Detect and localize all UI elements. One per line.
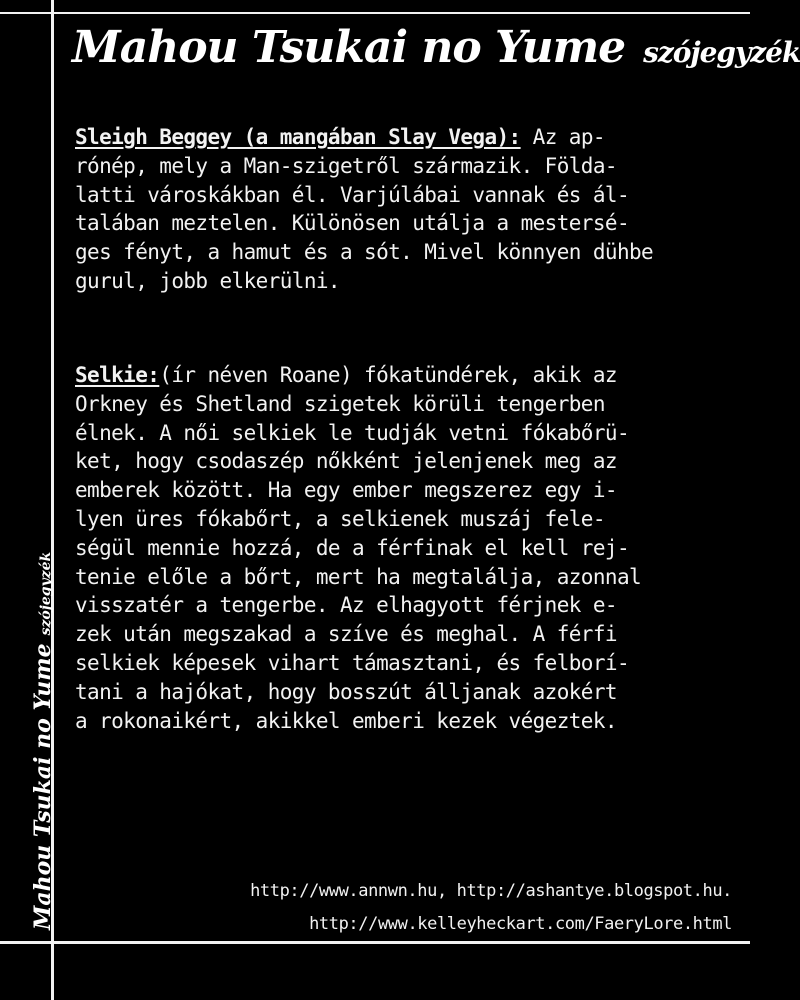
source-link-line[interactable]: http://www.kelleyheckart.com/FaeryLore.html (309, 914, 732, 934)
entry-term: Selkie: (75, 363, 160, 387)
entry-text-line: visszatér a tengerbe. Az elhagyott férjnek e- (75, 593, 617, 618)
source-links-line[interactable]: http://www.annwn.hu, http://ashantye.blogspot.hu. (250, 881, 732, 901)
side-title-main: Mahou Tsukai no Yume (30, 643, 56, 930)
entry-text-line: emberek között. Ha egy ember megszerez egy i- (75, 478, 617, 503)
page-title-main: Mahou Tsukai no Yume (72, 22, 626, 73)
entry-first-line (75, 123, 745, 152)
side-title-subtitle: szójegyzék (38, 551, 54, 636)
entry-first-line (75, 361, 745, 390)
glossary-entry-sleigh-beggey (75, 123, 745, 296)
entry-text-line: élnek. A női selkiek le tudják vetni fókabőrü- (75, 420, 629, 445)
entry-text-line: selkiek képesek vihart támasztani, és felborí- (75, 650, 629, 675)
entry-text-line: a rokonaikért, akikkel emberi kezek végeztek. (75, 708, 617, 733)
entry-term: Sleigh Beggey (a mangában Slay Vega): (75, 125, 521, 149)
entry-text-line: tenie előle a bőrt, mert ha megtalálja, azonnal (75, 564, 642, 589)
entry-text-line: ségül mennie hozzá, de a férfinak el kell rej- (75, 535, 629, 560)
entry-text-line: (ír néven Roane) fókatündérek, akik az (159, 363, 617, 387)
entry-text-line: ket, hogy csodaszép nőkként jelenjenek meg az (75, 449, 617, 474)
entry-text-line: lyen üres fókabőrt, a selkienek muszáj fele- (75, 506, 605, 531)
side-title (30, 552, 56, 930)
glossary-entry-selkie (75, 361, 745, 735)
entry-text-line: gurul, jobb elkerülni. (75, 268, 340, 293)
entry-text-line: zek után megszakad a szíve és meghal. A férfi (75, 622, 617, 647)
top-divider (0, 12, 750, 14)
sources-block (250, 875, 732, 941)
entry-text-line: latti városkákban él. Varjúlábai vannak és ál- (75, 182, 629, 207)
entry-text-line: rónép, mely a Man-szigetről származik. Földa- (75, 153, 617, 178)
entry-text-line: Orkney és Shetland szigetek körüli tengerben (75, 391, 605, 416)
bottom-divider (0, 941, 750, 944)
entry-text-line: tani a hajókat, hogy bosszút álljanak azokért (75, 679, 617, 704)
page-title (72, 22, 800, 73)
entry-text-line: ges fényt, a hamut és a sót. Mivel könnyen dühbe (75, 240, 654, 265)
entry-text-line: Az ap- (520, 125, 605, 149)
page-title-subtitle: szójegyzék (643, 36, 800, 69)
entry-text-line: talában meztelen. Különösen utálja a mestersé- (75, 211, 629, 236)
